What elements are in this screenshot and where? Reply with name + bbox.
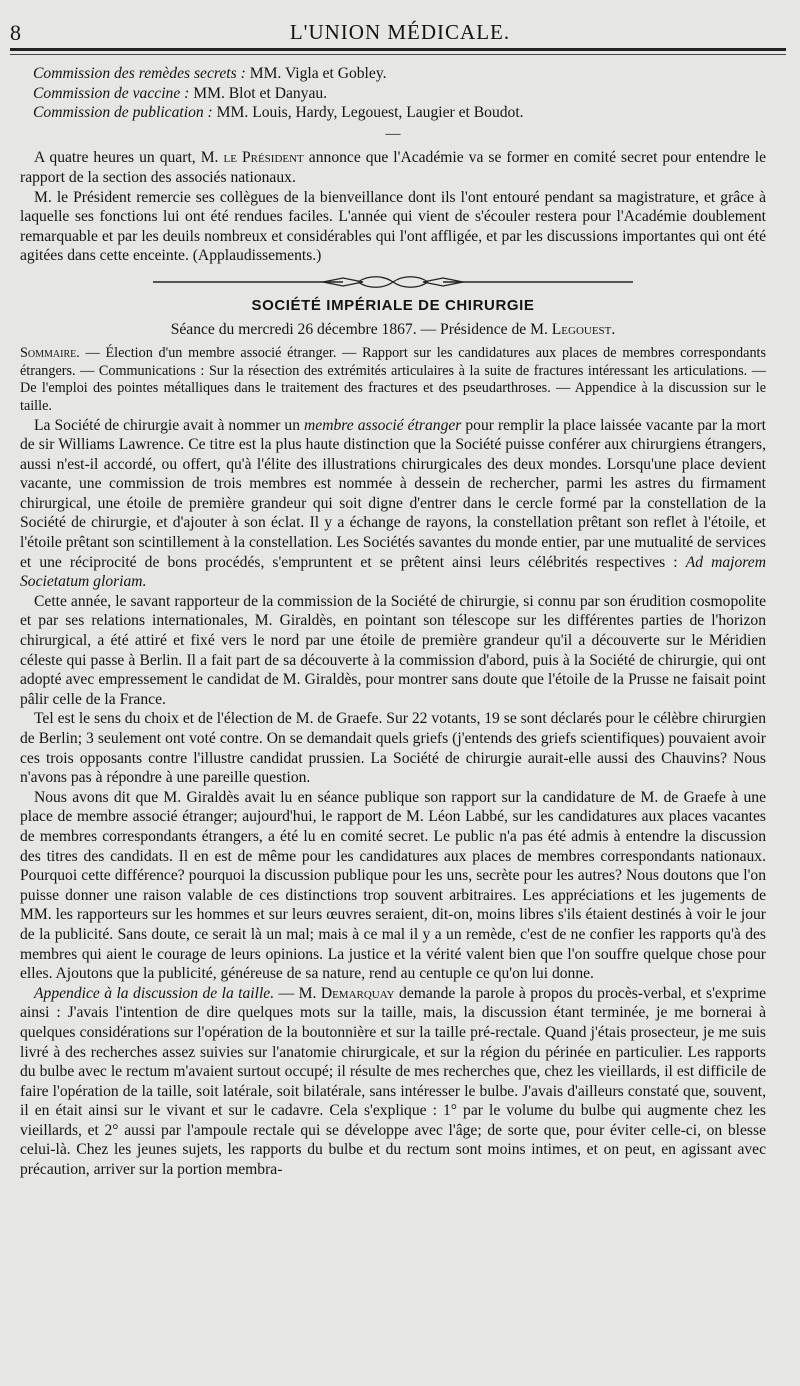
paragraph: Tel est le sens du choix et de l'élection de M. de Graefe. Sur 22 votants, 19 se sont déclarés pour le célèbre chirurgien de Berlin; 3 seulement ont voté contre. On se demandait quels griefs (j'entends des griefs scientifiques) pouvaient avoir ces trois opposants contre l'illustre candidat prussien. La Société de chirurgie aurait-elle aussi des Chauvins? Nous n'avons pas à répondre à une pareille question. <box>20 710 766 787</box>
paragraph: M. le Président remercie ses collègues de la bienveillance dont ils l'ont entouré pendant sa magistrature, et grâce à laquelle ses fonctions lui ont été rendues faciles. L'année qui vient de s'écouler restera pour l'Académie doublement remarquable et par les deuils nombreux et considérables qui l'ont affligée, et par les discussions importantes qui ont été agitées dans cette enceinte. (Applaudissements.) <box>20 188 766 265</box>
paragraph: Cette année, le savant rapporteur de la commission de la Société de chirurgie, si connu par son érudition cosmopolite et par ses relations internationales, M. Giraldès, en pointant son télescope sur les différentes parties de l'horizon chirurgical, a été attiré et fixé vers le nord par une étoile de première grandeur qu'il a découverte sur le Méridien céleste qui passe à Berlin. Il a fait part de sa découverte à la commission d'abord, puis à la Société de chirurgie, qui ont adopté avec empressement le candidat de M. Giraldès, pour montrer sans doute que l'étoile de la Prusse ne faisait point pâlir celle de la France. <box>20 592 766 708</box>
commission-line: Commission des remèdes secrets : MM. Vigla et Gobley. <box>33 65 387 82</box>
ornamental-rule-icon <box>153 274 633 290</box>
seance-line: Séance du mercredi 26 décembre 1867. — Présidence de M. Legouest. <box>170 320 616 338</box>
header-rule <box>10 48 786 51</box>
section-title: SOCIÉTÉ IMPÉRIALE DE CHIRURGIE <box>251 296 535 314</box>
header-rule-thin <box>10 54 786 55</box>
paragraph: A quatre heures un quart, M. le Président annonce que l'Académie va se former en comité secret pour entendre le rapport de la section des associés nationaux. <box>20 149 766 186</box>
commission-line: Commission de publication : MM. Louis, Hardy, Legouest, Laugier et Boudot. <box>33 104 524 122</box>
page-header <box>0 14 800 44</box>
paragraph: La Société de chirurgie avait à nommer un membre associé étranger pour remplir la place laissée vacante par la mort de sir Williams Lawrence. Ce titre est la plus haute distinction que la Société puisse conférer aux chirurgiens étrangers, aussi n'est-il accordé, ou offert, qu'à l'élite des illustrations chirurgicales des deux mondes. Lorsqu'une place devient vacante, une commission de trois membres est nommée à dessein de rechercher, parmi les astres du firmament chirurgical, une étoile de première grandeur qui soit digne d'entrer dans le cercle formé par la constellation de la Société de chirurgie, et d'ajouter à son éclat. Il y a échange de rayons, la constellation prêtant son reflet à l'étoile, et l'étoile prêtant son scintillement à la constellation. Les Sociétés savantes du monde entier, par une mutualité de services et une réciprocité de bons procédés, s'empruntent et se prêtent ainsi leurs célébrités respectives : Ad majorem Societatum gloriam. <box>20 416 766 591</box>
page-number: 8 <box>10 20 21 45</box>
commission-line: Commission de vaccine : MM. Blot et Danyau. <box>33 84 328 102</box>
sommaire: Sommaire. — Élection d'un membre associé étranger. — Rapport sur les candidatures aux places de membres correspondants étrangers. — Communications : Sur la résection des extrémités articulaires à la suite de fractures intéressant les articulations. — De l'emploi des pointes métalliques dans le traitement des fractures et des pseudarthroses. — Appendice à la discussion sur le taille. <box>20 345 766 414</box>
paragraph: Appendice à la discussion de la taille. — M. Demarquay demande la parole à propos du procès-verbal, et s'exprime ainsi : J'avais l'intention de dire quelques mots sur la taille, mais, la discussion étant terminée, je me bornerai à quelques considérations sur l'opération de la boutonnière et sur la taille pré-rectale. Quand j'étais prosecteur, je me suis livré à des recherches assez suivies sur l'anatomie chirurgicale, et sur la région du périnée en particulier. Les rapports du bulbe avec le rectum m'avaient surtout occupé; il résulte de mes recherches que, chez les vieillards, il est difficile de faire l'opération de la taille, soit latérale, soit bilatérale, sans intéresser le bulbe. J'avais d'ailleurs constaté que, souvent, il en était ainsi sur le vivant et sur le cadavre. Cela s'explique : 1° par le volume du bulbe qui augmente chez les vieillards, et 2° aussi par l'ampoule rectale qui se développe avec l'âge; de sorte que, pour éviter celle-ci, on blesse celui-là. Chez les jeunes sujets, les rapports du bulbe et du rectum sont moins intimes, et on peut, en agissant avec précaution, arriver sur la portion membra- <box>20 984 766 1179</box>
journal-title: L'UNION MÉDICALE. <box>289 20 511 44</box>
body-text <box>20 64 766 1180</box>
separator-dash: — <box>385 125 401 142</box>
paragraph: Nous avons dit que M. Giraldès avait lu en séance publique son rapport sur la candidature de M. de Graefe à une place de membre associé étranger; aujourd'hui, le rapport de M. Léon Labbé, sur les candidatures aux places vacantes de membres correspondants étrangers, a été lu en comité secret. Le public n'a pas été admis à entendre la discussion des titres des candidats. Il en est de même pour les candidatures aux places de membres correspondants nationaux. Pourquoi cette différence? pourquoi la discussion publique pour les uns, secrète pour les autres? Nous doutons que l'on puisse donner une raison valable de ces distinctions trop souvent arbitraires. Les appréciations et les jugements de MM. les rapporteurs sur les hommes et sur leurs œuvres seraient, dit-on, moins libres s'ils étaient destinés à voir le jour de la publicité. Sans doute, ce serait là un mal; mais à ce mal il y a un remède, c'est de ne confier les rapports qu'à des membres qui aient le courage de leurs opinions. La justice et la vérité valent bien que l'on souffre quelque chose pour elles. Ajoutons que la publicité, généreuse de sa nature, rend au centuple ce qu'on lui donne. <box>20 788 766 983</box>
